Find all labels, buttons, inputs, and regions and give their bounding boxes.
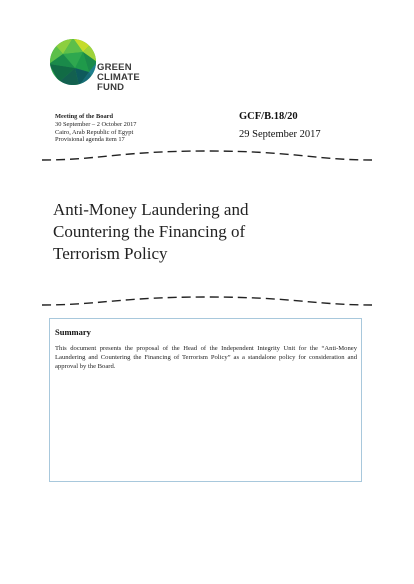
document-title [53, 199, 353, 265]
meeting-info [55, 113, 136, 144]
organization-name [97, 63, 140, 93]
wave-divider [40, 295, 374, 311]
meeting-location: Cairo, Arab Republic of Egypt [55, 128, 134, 136]
organization-name-line: GREEN [97, 62, 132, 73]
meeting-dates: 30 September – 2 October 2017 [55, 120, 137, 128]
meeting-title: Meeting of the Board [55, 113, 114, 120]
green-climate-fund-logo-icon [49, 38, 97, 86]
document-title-line: Terrorism Policy [53, 244, 168, 263]
document-title-line: Countering the Financing of [53, 222, 246, 241]
summary-heading: Summary [55, 327, 91, 337]
meeting-agenda-item: Provisional agenda item 17 [55, 136, 125, 144]
organization-name-line: FUND [97, 82, 125, 93]
document-number: GCF/B.18/20 [239, 111, 298, 122]
organization-name-line: CLIMATE [97, 72, 140, 83]
document-title-line: Anti-Money Laundering and [53, 200, 249, 219]
summary-text: This document presents the proposal of the Head of the Independent Integrity Unit for the “Anti-Money Laundering and Countering the Financing of Terrorism Policy” as a standalone policy for consideration and approval by the Board. [55, 345, 357, 370]
wave-divider [40, 148, 374, 164]
document-date: 29 September 2017 [239, 129, 321, 140]
summary-box [49, 318, 362, 482]
